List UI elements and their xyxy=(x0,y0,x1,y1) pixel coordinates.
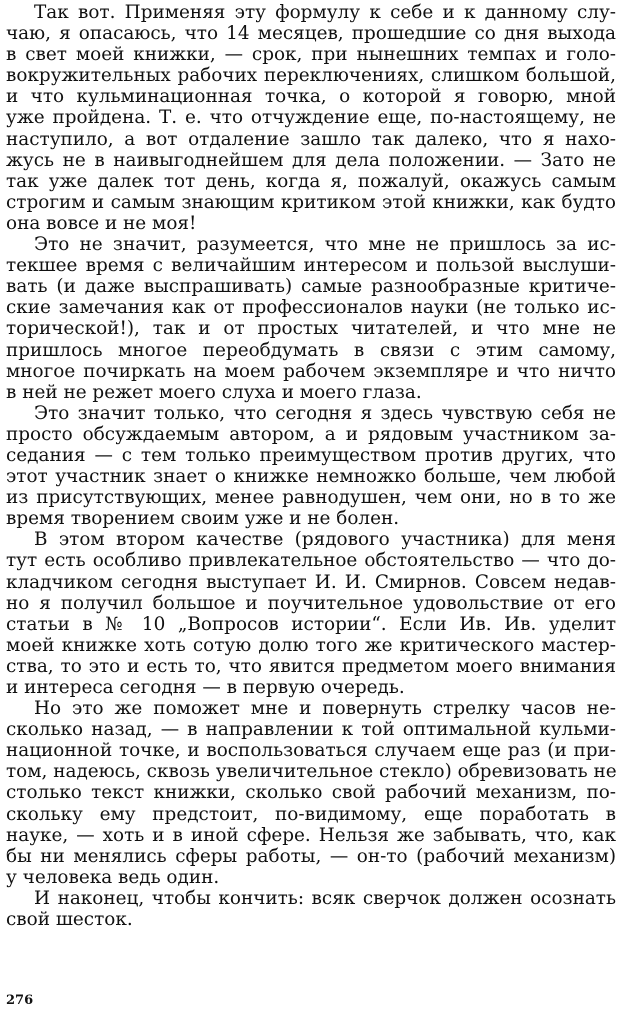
text-line: моей книжке хоть сотую долю того же критического мастер- xyxy=(6,634,616,656)
text-line: науке, — хоть и в иной сфере. Нельзя же забывать, что, как xyxy=(6,824,616,846)
text-line: строгим и самым знающим критиком этой книжки, как будто xyxy=(6,191,616,213)
text-line: она вовсе и не моя! xyxy=(6,212,197,234)
page-body xyxy=(6,2,616,1012)
text-line: сколько назад, — в направлении к той оптимальной кульми- xyxy=(6,719,616,741)
text-line: вокружительных рабочих переключениях, слишком большой, xyxy=(6,65,616,87)
text-line: этот участник знает о книжке немножко больше, чем любой xyxy=(6,466,616,488)
paragraph xyxy=(6,698,616,888)
paragraph xyxy=(6,529,616,698)
text-line: и интереса сегодня — в первую очередь. xyxy=(6,677,405,698)
text-line: седания — с тем только преимуществом против других, что xyxy=(6,444,616,466)
text-line: вать (и даже выспрашивать) самые разнообразные критиче- xyxy=(6,276,616,298)
text-line: национной точке, и воспользоваться случаем еще раз (и при- xyxy=(6,740,616,762)
text-line: кладчиком сегодня выступает И. И. Смирнов. Совсем недав- xyxy=(6,571,616,593)
text-line: И наконец, чтобы кончить: всяк сверчок должен осознать xyxy=(34,887,616,909)
text-line: но я получил большое и поучительное удовольствие от его xyxy=(6,592,616,614)
text-line: свой шесток. xyxy=(6,909,133,931)
text-line: жусь не в наивыгоднейшем для дела положении. — Зато не xyxy=(6,149,616,171)
paragraph xyxy=(6,403,616,530)
text-line: скольку ему предстоит, по-видимому, еще поработать в xyxy=(6,803,616,825)
text-line: так уже далек тот день, когда я, пожалуй, окажусь самым xyxy=(6,170,616,192)
text-line: из присутствующих, менее равнодушен, чем они, но в то же xyxy=(6,487,616,509)
text-line: и что кульминационная точка, о которой я говорю, мной xyxy=(6,86,616,108)
text-line: пришлось многое переобдумать в связи с этим самому, xyxy=(6,339,616,361)
text-line: текшее время с величайшим интересом и пользой выслуши- xyxy=(6,255,616,277)
text-line: Так вот. Применяя эту формулу к себе и к данному слу- xyxy=(34,2,616,23)
page-number: 276 xyxy=(6,993,34,1008)
text-line: в ней не режет моего слуха и моего глаза. xyxy=(6,381,422,403)
text-line: столько текст книжки, сколько свой рабочий механизм, по- xyxy=(6,782,616,804)
text-line: том, надеюсь, сквозь увеличительное стекло) обревизовать не xyxy=(6,761,617,783)
text-line: Это значит только, что сегодня я здесь чувствую себя не xyxy=(34,402,616,424)
text-line: чаю, я опасаюсь, что 14 месяцев, прошедшие со дня выхода xyxy=(6,23,616,45)
text-line: В этом втором качестве (рядового участника) для меня xyxy=(34,529,616,551)
text-line: уже пройдена. Т. е. что отчуждение еще, по-настоящему, не xyxy=(6,107,616,129)
text-line: тут есть особливо привлекательное обстоятельство — что до- xyxy=(6,550,616,572)
text-line: ства, то это и есть то, что явится предметом моего внимания xyxy=(6,655,616,677)
text-line: в свет моей книжки, — срок, при нынешних темпах и голо- xyxy=(6,44,616,66)
text-line: Но это же поможет мне и повернуть стрелку часов не- xyxy=(34,698,616,720)
text-line: время творением своим уже и не болен. xyxy=(6,508,400,530)
text-line: наступило, а вот отдаление зашло так далеко, что я нахо- xyxy=(6,128,616,150)
text-line: статьи в № 10 „Вопросов истории“. Если Ив. Ив. уделит xyxy=(6,613,616,635)
paragraph xyxy=(6,234,616,403)
text-line: многое почиркать на моем рабочем экземпляре и что ничто xyxy=(6,360,616,382)
text-line: Это не значит, разумеется, что мне не пришлось за ис- xyxy=(34,234,616,256)
paragraph xyxy=(6,888,616,930)
paragraph xyxy=(6,2,616,234)
text-line: ские замечания как от профессионалов науки (не только ис- xyxy=(6,297,616,319)
text-line: просто обсуждаемым автором, а и рядовым участником за- xyxy=(6,423,616,445)
text-line: бы ни менялись сферы работы, — он-то (рабочий механизм) xyxy=(6,845,616,867)
text-line: торической!), так и от простых читателей, и что мне не xyxy=(6,318,616,340)
text-line: у человека ведь один. xyxy=(6,866,220,888)
